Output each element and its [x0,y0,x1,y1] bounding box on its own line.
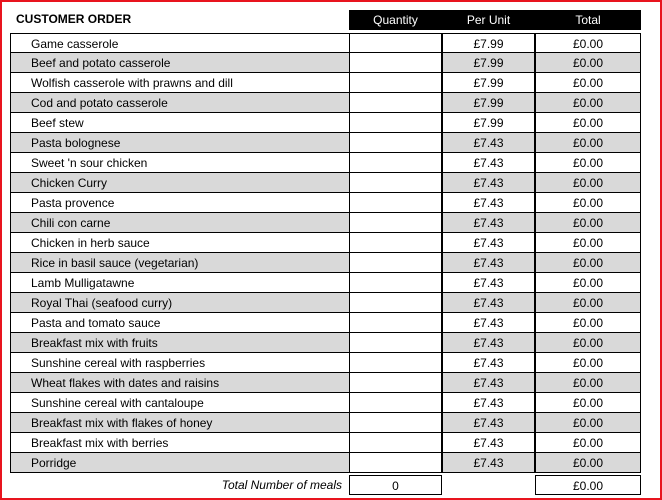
table-row [4,393,660,413]
quantity-cell[interactable] [349,73,442,93]
item-name: Pasta provence [10,193,350,213]
quantity-cell[interactable] [349,213,442,233]
table-row [4,33,660,53]
item-name: Sweet 'n sour chicken [10,153,350,173]
table-row [4,53,660,73]
item-total: £0.00 [535,213,641,233]
quantity-cell[interactable] [349,113,442,133]
item-total: £0.00 [535,313,641,333]
quantity-cell[interactable] [349,193,442,213]
item-total: £0.00 [535,173,641,193]
quantity-cell[interactable] [349,293,442,313]
table-row [4,113,660,133]
table-row [4,333,660,353]
quantity-cell[interactable] [349,353,442,373]
table-row [4,253,660,273]
per-unit-price: £7.43 [442,293,535,313]
per-unit-price: £7.43 [442,453,535,473]
item-total: £0.00 [535,233,641,253]
quantity-cell[interactable] [349,233,442,253]
table-row [4,413,660,433]
item-name: Wheat flakes with dates and raisins [10,373,350,393]
item-name: Game casserole [10,33,350,53]
item-total: £0.00 [535,353,641,373]
quantity-cell[interactable] [349,433,442,453]
table-row [4,273,660,293]
per-unit-price: £7.43 [442,213,535,233]
per-unit-price: £7.43 [442,413,535,433]
table-row [4,213,660,233]
table-row [4,433,660,453]
table-row [4,173,660,193]
item-total: £0.00 [535,253,641,273]
item-total: £0.00 [535,133,641,153]
total-meals-label: Total Number of meals [221,478,342,492]
per-unit-price: £7.43 [442,313,535,333]
item-total: £0.00 [535,73,641,93]
quantity-cell[interactable] [349,273,442,293]
quantity-cell[interactable] [349,93,442,113]
item-name: Chicken Curry [10,173,350,193]
per-unit-price: £7.99 [442,93,535,113]
per-unit-price: £7.43 [442,173,535,193]
item-name: Beef and potato casserole [10,53,350,73]
item-total: £0.00 [535,273,641,293]
order-header [4,10,660,30]
table-row [4,193,660,213]
item-name: Sunshine cereal with raspberries [10,353,350,373]
total-meals-quantity: 0 [349,475,442,495]
item-name: Beef stew [10,113,350,133]
table-row [4,353,660,373]
quantity-cell[interactable] [349,373,442,393]
total-column-header: Total [535,10,641,30]
per-unit-price: £7.43 [442,353,535,373]
table-row [4,133,660,153]
quantity-cell[interactable] [349,453,442,473]
order-footer [4,475,660,495]
item-name: Sunshine cereal with cantaloupe [10,393,350,413]
item-name: Breakfast mix with flakes of honey [10,413,350,433]
order-items-table [4,33,660,473]
quantity-cell[interactable] [349,133,442,153]
item-total: £0.00 [535,393,641,413]
item-total: £0.00 [535,293,641,313]
per-unit-price: £7.43 [442,193,535,213]
quantity-cell[interactable] [349,153,442,173]
quantity-cell[interactable] [349,173,442,193]
quantity-column-header: Quantity [349,10,442,30]
table-row [4,453,660,473]
quantity-cell[interactable] [349,253,442,273]
item-total: £0.00 [535,93,641,113]
item-name: Rice in basil sauce (vegetarian) [10,253,350,273]
item-total: £0.00 [535,453,641,473]
per-unit-price: £7.99 [442,53,535,73]
quantity-cell[interactable] [349,333,442,353]
per-unit-price: £7.43 [442,433,535,453]
item-total: £0.00 [535,113,641,133]
order-title: CUSTOMER ORDER [16,12,132,26]
item-name: Chicken in herb sauce [10,233,350,253]
per-unit-price: £7.43 [442,373,535,393]
per-unit-column-header: Per Unit [442,10,535,30]
item-total: £0.00 [535,53,641,73]
item-name: Chili con carne [10,213,350,233]
item-total: £0.00 [535,413,641,433]
table-row [4,153,660,173]
per-unit-price: £7.99 [442,33,535,53]
per-unit-price: £7.43 [442,253,535,273]
quantity-cell[interactable] [349,393,442,413]
per-unit-price: £7.43 [442,153,535,173]
item-name: Breakfast mix with fruits [10,333,350,353]
per-unit-price: £7.43 [442,273,535,293]
quantity-cell[interactable] [349,413,442,433]
table-row [4,233,660,253]
per-unit-price: £7.43 [442,233,535,253]
item-name: Royal Thai (seafood curry) [10,293,350,313]
table-row [4,93,660,113]
table-row [4,73,660,93]
quantity-cell[interactable] [349,33,442,53]
item-total: £0.00 [535,373,641,393]
table-row [4,293,660,313]
quantity-cell[interactable] [349,53,442,73]
grand-total-value: £0.00 [535,475,641,495]
per-unit-price: £7.43 [442,333,535,353]
per-unit-price: £7.43 [442,393,535,413]
item-name: Pasta bolognese [10,133,350,153]
per-unit-price: £7.99 [442,73,535,93]
item-total: £0.00 [535,193,641,213]
item-name: Pasta and tomato sauce [10,313,350,333]
item-total: £0.00 [535,33,641,53]
item-name: Porridge [10,453,350,473]
item-name: Cod and potato casserole [10,93,350,113]
per-unit-price: £7.99 [442,113,535,133]
item-name: Wolfish casserole with prawns and dill [10,73,350,93]
item-name: Lamb Mulligatawne [10,273,350,293]
item-total: £0.00 [535,153,641,173]
item-name: Breakfast mix with berries [10,433,350,453]
item-total: £0.00 [535,333,641,353]
table-row [4,373,660,393]
per-unit-price: £7.43 [442,133,535,153]
quantity-cell[interactable] [349,313,442,333]
item-total: £0.00 [535,433,641,453]
table-row [4,313,660,333]
